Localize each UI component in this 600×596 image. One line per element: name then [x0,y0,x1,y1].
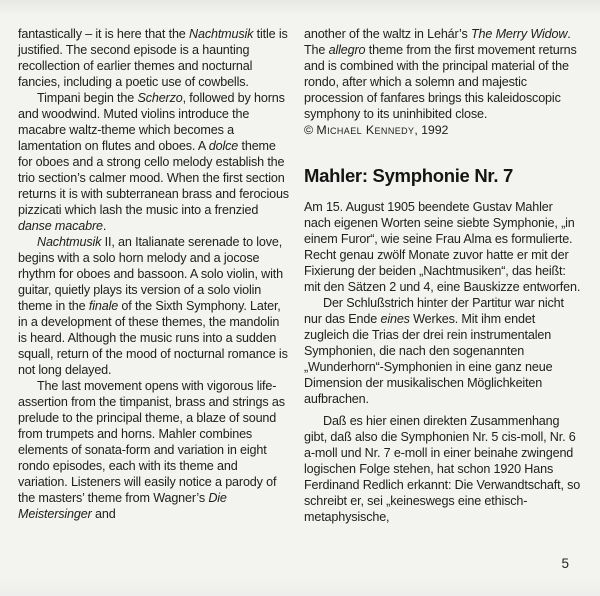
paragraph: Timpani begin the Scherzo, followed by horns and woodwind. Muted violins introduce the macabre waltz-theme which becomes a lamentation on flutes and oboes. A dolce theme for oboes and a strong cello melody establish the trio section’s calmer mood. When the first section returns it is with subterranean brass and ferocious pizzicati which lash the music into a frenzied danse macabre. [18,91,289,233]
text-columns [18,26,582,525]
italic-term: finale [88,299,119,313]
copyright-credit: © Michael Kennedy, 1992 [304,123,449,137]
paragraph: fantastically – it is here that the Nachtmusik title is justified. The second episode is a haunting recollection of earlier themes and nocturnal fancies, including a poetic use of cowbells. [18,27,288,89]
left-column [18,26,290,525]
paragraph: The last movement opens with vigorous life-assertion from the timpanist, brass and strings as prelude to the principal theme, a blaze of sound from trumpets and horns. Mahler combines elements of sonata-form and variation in eight rondo episodes, each with its theme and variation. Listeners will easily notice a parody of the masters’ theme from Wagner’s Die Meistersinger and [18,379,285,521]
paragraph: Am 15. August 1905 beendete Gustav Mahler nach eigenen Worten seine siebte Symphonie, „in einem Furor“, wie seine Frau Alma es formulierte. Recht genau zwölf Monate zuvor hatte er mit der Fixierung der beiden „Nachtmusiken“, das heißt: mit den Sätzen 2 und 4, eine Bauskizze entworfen. [304,200,581,294]
italic-term: The Merry Widow [470,27,568,41]
italic-term: Scherzo [137,91,183,105]
italic-term: danse macabre [18,219,103,233]
italic-term: Die Meistersinger [18,491,227,521]
paragraph: Der Schlußstrich hinter der Partitur war nicht nur das Ende eines Werkes. Mit ihm endet zugleich die Trias der drei rein instrumentalen Symphonien, die nach den sogenannten „Wunderhorn“-Symphonien in eine ganz neue Dimension der musikalischen Möglichkeiten aufbrachen. [304,296,564,406]
page-number: 5 [561,556,569,571]
right-column [304,26,582,525]
italic-term: eines [380,312,410,326]
italic-term: Nachtmusik [37,235,102,249]
italic-term: allegro [328,43,366,57]
italic-term: Nachtmusik [189,27,254,41]
italic-term: dolce [208,139,239,153]
paragraph: Daß es hier einen direkten Zusammenhang gibt, daß also die Symphonien Nr. 5 cis-moll, Nr. 6 a-moll und Nr. 7 e-moll in einer beinahe zwingend logischen Folge stehen, hat schon 1920 Hans Ferdinand Redlich erkannt: Die Verwandtschaft, so schreibt er, sei „keineswegs eine ethisch-metaphysische, [304,414,581,524]
section-heading: Mahler: Symphonie Nr. 7 [304,165,513,186]
paragraph: Nachtmusik II, an Italianate serenade to love, begins with a solo horn melody and a jocose rhythm for oboes and bassoon. A solo violin, with guitar, quietly plays its version of a solo violin theme in the finale of the Sixth Symphony. Later, in a development of these themes, the mandolin is heard. Although the music runs into a sudden squall, return of the mood of nocturnal romance is not long delayed. [18,235,288,377]
smallcaps-name: Michael Kennedy [316,123,415,137]
paragraph: another of the waltz in Lehár’s The Merry Widow. The allegro theme from the first movement returns and is combined with the principal material of the rondo, after which a solemn and majestic procession of fanfares brings this kaleidoscopic symphony to its uninhibited close. [304,27,577,121]
